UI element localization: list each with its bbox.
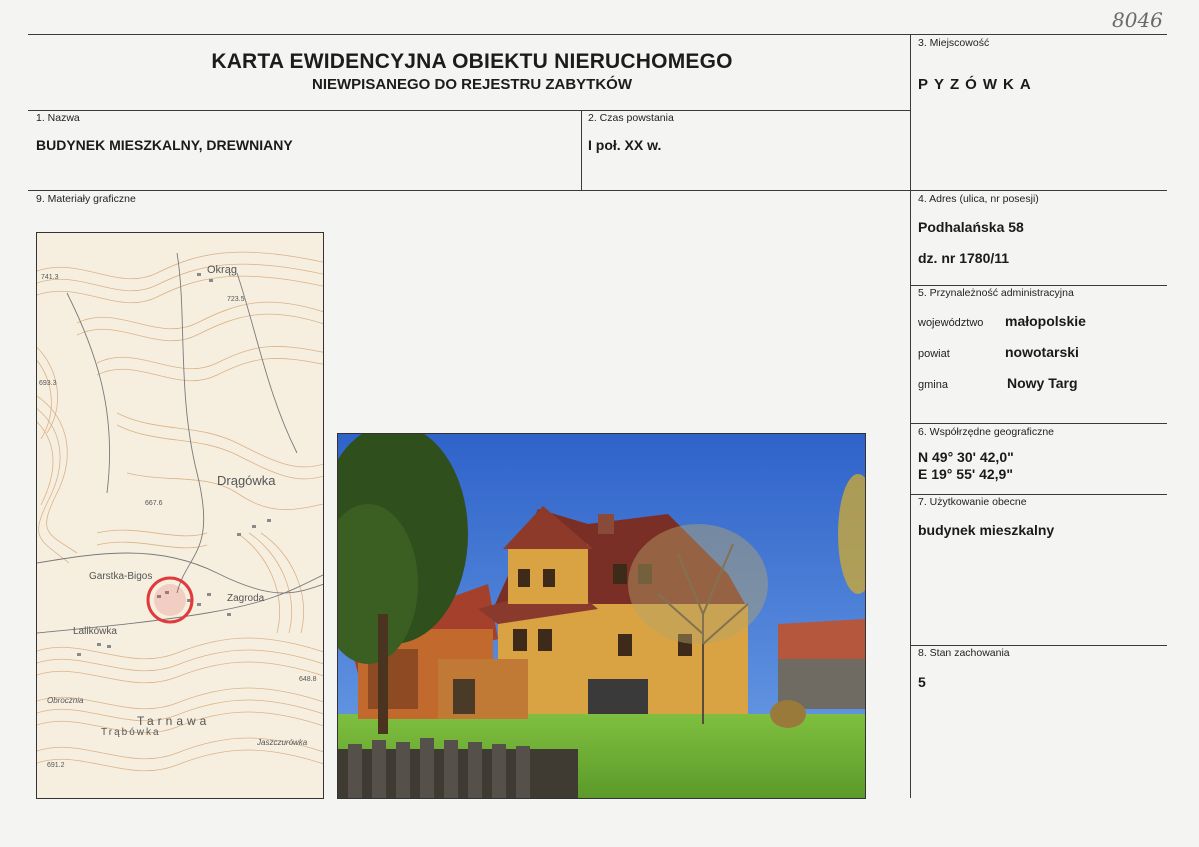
- powiat-label: powiat: [918, 348, 950, 360]
- stan-value: 5: [918, 674, 926, 690]
- card-subtitle: NIEWPISANEGO DO REJESTRU ZABYTKÓW: [311, 76, 633, 93]
- nazwa-label: 1. Nazwa: [36, 112, 80, 124]
- czas-label: 2. Czas powstania: [588, 112, 674, 124]
- map-label-obrocznia: Obrocznia: [47, 696, 84, 705]
- nazwa-value: BUDYNEK MIESZKALNY, DREWNIANY: [36, 137, 293, 153]
- map-label-garstka-bigos: Garstka-Bigos: [89, 571, 153, 582]
- card-title: KARTA EWIDENCYJNA OBIEKTU NIERUCHOMEGO: [211, 50, 733, 73]
- map-elevation-4: 667.6: [145, 500, 163, 507]
- divider-admin: [910, 423, 1167, 424]
- uzytkowanie-label: 7. Użytkowanie obecne: [918, 496, 1027, 508]
- divider-main: [910, 34, 911, 798]
- gmina-label: gmina: [918, 379, 948, 391]
- map-elevation-1: 741.3: [41, 274, 59, 281]
- map-label-zagroda: Zagroda: [227, 593, 265, 604]
- map-elevation-3: 693.3: [39, 380, 57, 387]
- divider-name: [28, 190, 1167, 191]
- miejscowosc-label: 3. Miejscowość: [918, 37, 990, 49]
- border-top: [28, 34, 1167, 35]
- adres-street: Podhalańska 58: [918, 219, 1024, 235]
- miejscowosc-value: PYZÓWKA: [918, 76, 1037, 93]
- map-label-tarnawa: Tarnawa: [137, 714, 211, 728]
- czas-value: I poł. XX w.: [588, 137, 662, 153]
- divider-title: [28, 110, 910, 111]
- stan-label: 8. Stan zachowania: [918, 647, 1010, 659]
- map-elevation-5: 648.8: [299, 676, 317, 683]
- adres-plot: dz. nr 1780/11: [918, 250, 1010, 266]
- map-label-trabowka: Trąbówka: [101, 727, 161, 738]
- gmina-value: Nowy Targ: [1007, 375, 1078, 391]
- coord-e: E 19° 55' 42,9": [918, 466, 1013, 482]
- powiat-value: nowotarski: [1005, 344, 1079, 360]
- materialy-label: 9. Materiały graficzne: [36, 193, 136, 205]
- map-elevation-6: 691.2: [47, 762, 65, 769]
- uzytkowanie-value: budynek mieszkalny: [918, 522, 1055, 538]
- map-elevation-2: 723.5: [227, 296, 245, 303]
- handwritten-number: 8046: [1112, 8, 1163, 32]
- wojewodztwo-value: małopolskie: [1005, 313, 1086, 329]
- map-label-jaszczurowka: Jaszczurówka: [257, 738, 308, 747]
- przynaleznosc-label: 5. Przynależność administracyjna: [918, 287, 1074, 299]
- divider-coords: [910, 494, 1167, 495]
- adres-label: 4. Adres (ulica, nr posesji): [918, 193, 1039, 205]
- divider-address: [910, 285, 1167, 286]
- building-photo: [337, 433, 866, 799]
- map-label-dragowka: Drągówka: [217, 473, 276, 488]
- coord-n: N 49° 30' 42,0": [918, 449, 1014, 465]
- divider-nazwa-czas: [581, 110, 582, 190]
- divider-usage: [910, 645, 1167, 646]
- wojewodztwo-label: województwo: [918, 317, 984, 329]
- topographic-map: [36, 232, 324, 799]
- map-label-okrag: Okrąg: [207, 264, 237, 276]
- map-label-lalikowka: Lalikówka: [73, 626, 117, 637]
- wspolrzedne-label: 6. Współrzędne geograficzne: [918, 426, 1054, 438]
